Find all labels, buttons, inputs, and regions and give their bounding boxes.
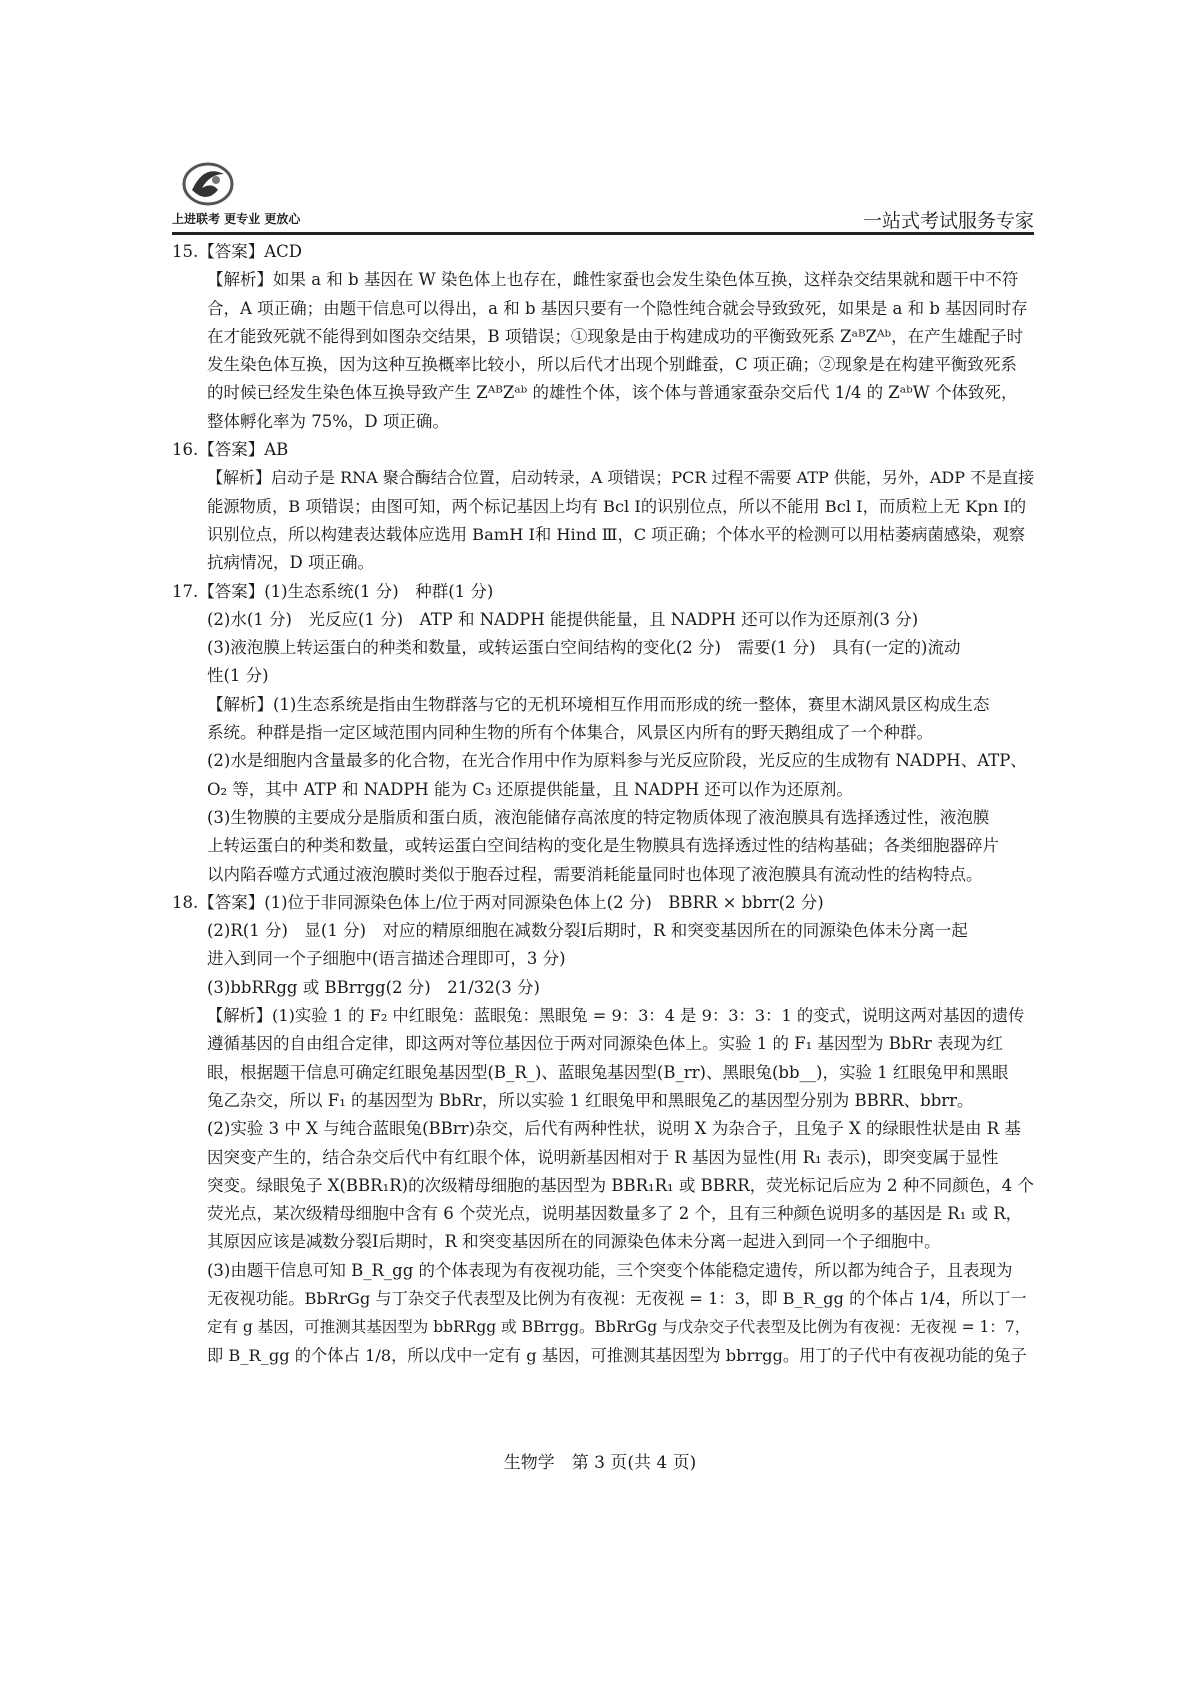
- paragraph-line: 整体孵化率为 75%，D 项正确。: [207, 411, 449, 431]
- paragraph-line: 因突变产生的，结合杂交后代中有红眼个体，说明新基因相对于 R 基因为显性(用 R₁ 表示)，即突变属于显性: [207, 1147, 999, 1167]
- header-divider: [172, 232, 1034, 235]
- page-header: [172, 160, 1034, 230]
- paragraph-line: 眼，根据题干信息可确定红眼兔基因型(B_R_)、蓝眼兔基因型(B_rr)、黑眼兔(bb__)，实验 1 红眼兔甲和黑眼: [207, 1062, 1009, 1082]
- paragraph-line: 无夜视功能。BbRrGg 与丁杂交子代表型及比例为有夜视：无夜视 = 1：3，即 B_R_gg 的个体占 1/4，所以丁一: [207, 1288, 1027, 1308]
- question-answer-line: 17.【答案】(1)生态系统(1 分) 种群(1 分): [172, 581, 494, 601]
- logo-caption: 上进联考 更专业 更放心: [172, 212, 301, 226]
- paragraph-line: 荧光点，某次级精母细胞中含有 6 个荧光点，说明基因数量多了 2 个，且有三种颜色说明多的基因是 R₁ 或 R，: [207, 1204, 1023, 1224]
- paragraph-line: (3)液泡膜上转运蛋白的种类和数量，或转运蛋白空间结构的变化(2 分) 需要(1 分) 具有(一定的)流动: [207, 638, 961, 658]
- paragraph-line: 突变。绿眼兔子 X(BBR₁R)的次级精母细胞的基因型为 BBR₁R₁ 或 BBRR，荧光标记后应为 2 种不同颜色，4 个: [207, 1175, 1034, 1195]
- paragraph-line: 进入到同一个子细胞中(语言描述合理即可，3 分): [207, 949, 566, 969]
- paragraph-line: 即 B_R_gg 的个体占 1/8，所以戊中一定有 g 基因，可推测其基因型为 bbrrgg。用丁的子代中有夜视功能的兔子: [207, 1345, 1027, 1365]
- paragraph-line: (2)水是细胞内含量最多的化合物，在光合作用中作为原料参与光反应阶段，光反应的生成物有 NADPH、ATP、: [207, 751, 1027, 771]
- paragraph-line: (2)水(1 分) 光反应(1 分) ATP 和 NADPH 能提供能量，且 NADPH 还可以作为还原剂(3 分): [207, 609, 919, 629]
- paragraph-line: 其原因应该是减数分裂Ⅰ后期时，R 和突变基因所在的同源染色体未分离一起进入到同一个子细胞中。: [207, 1232, 941, 1252]
- question-answer-line: 16.【答案】AB: [172, 440, 289, 460]
- paragraph-line: 发生染色体互换，因为这种互换概率比较小，所以后代才出现个别雌蚕，C 项正确；②现象是在构建平衡致死系: [207, 355, 1017, 375]
- paragraph-line: 【解析】(1)生态系统是指由生物群落与它的无机环境相互作用而形成的统一整体，赛里木湖风景区构成生态: [207, 694, 990, 714]
- question-answer-line: 15.【答案】ACD: [172, 242, 303, 261]
- page-footer: 生物学 第 3 页(共 4 页): [503, 1453, 697, 1473]
- paragraph-line: (2)R(1 分) 显(1 分) 对应的精原细胞在减数分裂Ⅰ后期时，R 和突变基因所在的同源染色体未分离一起: [207, 921, 968, 941]
- paragraph-line: 的时候已经发生染色体互换导致产生 ZᴬᴮZᵃᵇ 的雄性个体，该个体与普通家蚕杂交后代 1/4 的 ZᵃᵇW 个体致死，: [207, 383, 1018, 403]
- paragraph-line: 以内陷吞噬方式通过液泡膜时类似于胞吞过程，需要消耗能量同时也体现了液泡膜具有流动性的结构特点。: [207, 864, 983, 884]
- header-slogan: 一站式考试服务专家: [862, 210, 1034, 232]
- paragraph-line: 合，A 项正确；由题干信息可以得出，a 和 b 基因只要有一个隐性纯合就会导致致死，如果是 a 和 b 基因同时存: [207, 298, 1028, 318]
- paragraph-line: 【解析】启动子是 RNA 聚合酶结合位置，启动转录，A 项错误；PCR 过程不需要 ATP 供能，另外，ADP 不是直接: [207, 468, 1034, 488]
- paragraph-line: (2)实验 3 中 X 与纯合蓝眼兔(BBrr)杂交，后代有两种性状，说明 X 为杂合子，且兔子 X 的绿眼性状是由 R 基: [207, 1119, 1021, 1139]
- paragraph-line: 在才能致死就不能得到如图杂交结果，B 项错误；①现象是由于构建成功的平衡致死系 ZᵃᴮZᴬᵇ，在产生雄配子时: [207, 326, 1024, 346]
- paragraph-line: (3)生物膜的主要成分是脂质和蛋白质，液泡能储存高浓度的特定物质体现了液泡膜具有选择透过性，液泡膜: [207, 807, 990, 827]
- paragraph-line: 兔乙杂交，所以 F₁ 的基因型为 BbRr，所以实验 1 红眼兔甲和黑眼兔乙的基因型分别为 BBRR、bbrr。: [207, 1090, 974, 1110]
- paragraph-line: 性(1 分): [207, 666, 269, 686]
- paragraph-line: 【解析】如果 a 和 b 基因在 W 染色体上也存在，雌性家蚕也会发生染色体互换，这样杂交结果就和题干中不符: [207, 270, 1019, 290]
- paragraph-line: 抗病情况，D 项正确。: [207, 553, 374, 573]
- paragraph-line: 能源物质，B 项错误；由图可知，两个标记基因上均有 Bcl Ⅰ的识别位点，所以不能用 Bcl Ⅰ，而质粒上无 Kpn Ⅰ的: [207, 496, 1027, 516]
- answer-explanation-body: [172, 238, 1034, 1370]
- paragraph-line: 【解析】(1)实验 1 的 F₂ 中红眼兔：蓝眼兔：黑眼兔 = 9：3：4 是 9：3：3：1 的变式，说明这两对基因的遗传: [207, 1006, 1025, 1026]
- question-answer-line: 18.【答案】(1)位于非同源染色体上/位于两对同源染色体上(2 分) BBRR × bbrr(2 分): [172, 892, 824, 912]
- paragraph-line: (3)bbRRgg 或 BBrrgg(2 分) 21/32(3 分): [207, 977, 540, 997]
- paragraph-line: 上转运蛋白的种类和数量，或转运蛋白空间结构的变化是生物膜具有选择透过性的结构基础；各类细胞器碎片: [207, 836, 999, 856]
- paragraph-line: 系统。种群是指一定区域范围内同种生物的所有个体集合，风景区内所有的野天鹅组成了一个种群。: [207, 723, 933, 743]
- paragraph-line: 定有 g 基因，可推测其基因型为 bbRRgg 或 BBrrgg。BbRrGg 与戊杂交子代表型及比例为有夜视：无夜视 = 1：7，: [207, 1318, 1031, 1337]
- paragraph-line: (3)由题干信息可知 B_R_gg 的个体表现为有夜视功能，三个突变个体能稳定遗传，所以都为纯合子，且表现为: [207, 1260, 1013, 1280]
- publisher-logo-icon: [172, 160, 242, 212]
- paragraph-line: O₂ 等，其中 ATP 和 NADPH 能为 C₃ 还原提供能量，且 NADPH 还可以作为还原剂。: [207, 779, 853, 799]
- paragraph-line: 识别位点，所以构建表达载体应选用 BamH Ⅰ和 Hind Ⅲ，C 项正确；个体水平的检测可以用枯萎病菌感染，观察: [207, 524, 1026, 544]
- paragraph-line: 遵循基因的自由组合定律，即这两对等位基因位于两对同源染色体上。实验 1 的 F₁ 基因型为 BbRr 表现为红: [207, 1034, 1004, 1054]
